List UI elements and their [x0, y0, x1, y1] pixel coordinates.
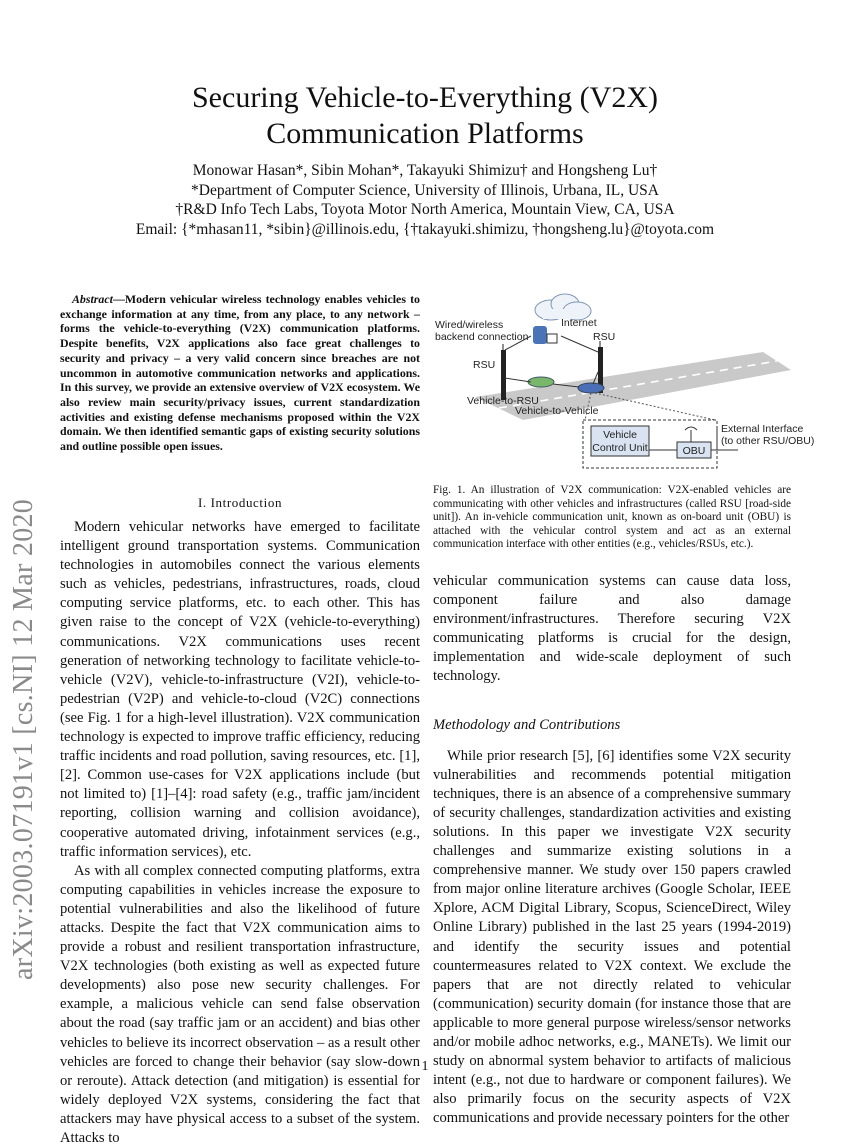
wired-label: Wired/wireless	[435, 319, 504, 331]
external-interface-label-2: (to other RSU/OBU)	[721, 435, 815, 447]
arxiv-identifier: arXiv:2003.07191v1 [cs.NI] 12 Mar 2020	[8, 498, 39, 980]
server-icon	[533, 326, 557, 344]
external-interface-label-1: External Interface	[721, 423, 804, 435]
internet-label: Internet	[561, 317, 597, 329]
figure-1-caption: Fig. 1. An illustration of V2X communication: V2X-enabled vehicles are communicating with other vehicles and infrastructures (called RSU [road-side unit]). An in-vehicle communication unit, known as on-board unit (OBU) is attached with the vehicular control system and act as an external communication interface with other entities (e.g., vehicles/RSUs, etc.).	[433, 484, 791, 551]
paper-title	[60, 80, 790, 152]
rsu-left-label: RSU	[473, 359, 496, 371]
author-names: Monowar Hasan*, Sibin Mohan*, Takayuki Shimizu† and Hongsheng Lu†	[192, 162, 658, 179]
affiliation-toyota: †R&D Info Tech Labs, Toyota Motor North America, Mountain View, CA, USA	[175, 201, 675, 218]
affiliation-uiuc: *Department of Computer Science, University of Illinois, Urbana, IL, USA	[191, 181, 659, 199]
abstract-text: —Modern vehicular wireless technology enables vehicles to exchange information at any time, from any place, to any network – forms the vehicle-to-everything (V2X) communication platforms. Despite benefits, V2X applications also face great challenges to security and privacy – a very valid concern since breaches are not uncommon in automotive communication networks and applications. In this survey, we provide an extensive overview of V2X ecosystem. We also review main security/privacy issues, current standardization activities and existing defense mechanisms proposed within the V2X domain. We then identified semantic gaps of existing security solutions and outline possible open issues.	[60, 292, 420, 454]
author-emails: Email: {*mhasan11, *sibin}@illinois.edu, {†takayuki.shimizu, †hongsheng.lu}@toyota.com	[135, 220, 715, 238]
author-block	[60, 161, 790, 239]
page-number: 1	[421, 1059, 429, 1074]
v2rsu-arrow	[505, 378, 531, 382]
abstract	[60, 292, 420, 466]
abstract-label: Abstract	[72, 292, 113, 306]
right-paragraph-1: vehicular communication systems can cause data loss, component failure and also damage environment/infrastructures. Therefore securing V2X communicating platforms is crucial for the design, implementation and wide-scale deployment of such technology.	[433, 573, 791, 685]
title-line-1: Securing Vehicle-to-Everything (V2X)	[192, 81, 658, 114]
vcu-label-2: Control Unit	[592, 442, 648, 454]
vcu-label-1: Vehicle	[603, 429, 637, 441]
obu-label: OBU	[682, 445, 706, 457]
v2rsu-label: Vehicle-to-RSU	[467, 395, 539, 407]
intro-paragraph-1: Modern vehicular networks have emerged to facilitate intelligent ground transportation systems. Communication technologies in automobiles connect the various elements such as vehicles, pedestrians, infrastructures, roads, cloud computing service platforms, etc. to each other. This has given raise to the concept of V2X (vehicle-to-everything) communications. V2X communications uses recent generation of networking technology to facilitate vehicle-to-vehicle (V2V), vehicle-to-infrastructure (V2I), vehicle-to-pedestrian (V2P) and vehicle-to-cloud (V2C) connections (see Fig. 1 for a high-level illustration). V2X communication technology is expected to improve traffic efficiency, reducing traffic incidents and road pollution, saving resources, etc. [1], [2]. Common use-cases for V2X applications include (but not limited to) [1]–[4]: road safety (e.g., traffic jam/incident reporting, collision warning and collision avoidance), cooperative automated driving, infotainment services (e.g., traffic information services), etc.	[60, 519, 420, 860]
v2x-illustration	[433, 292, 815, 472]
right-column	[433, 292, 815, 1128]
left-column	[60, 292, 420, 1148]
v2v-label: Vehicle-to-Vehicle	[515, 405, 599, 417]
rsu-left-tower-icon	[501, 344, 506, 400]
green-vehicle-icon	[528, 377, 554, 387]
figure-1	[433, 292, 815, 472]
right-paragraph-2: While prior research [5], [6] identifies some V2X security vulnerabilities and recommends potential mitigation techniques, there is an absence of a comprehensive summary of security challenges, standardization activities and existing solutions. In this paper we investigate V2X security challenges and summarize existing solutions in a comprehensive manner. We study over 150 papers crawled from major online literature archives (Google Scholar, IEEE Xplore, ACM Digital Library, Scopus, ScienceDirect, Wiley Online Library) published in the last 25 years (1994-2019) and identify the security issues and potential countermeasures related to V2X context. We exclude the papers that are not directly related to vehicular (communication) security domain (for instance those that are applicable to more general purpose wireless/sensor networks and/or mobile adhoc networks, e.g., MANETs). We limit our study on abnormal system behavior to artifacts of malicious intent (e.g., not due to hardware or component failures). We also primarily focus on the security aspects of V2X communications and provide necessary pointers for the other	[433, 747, 791, 1127]
intro-paragraph-2: As with all complex connected computing platforms, extra computing capabilities in vehicles increase the exposure to potential vulnerabilities and also the likelihood of future attacks. Despite the fact that V2X communication aims to provide a robust and resilient transportation infrastructure, V2X technologies (both existing as well as expected future developments) also pose new security challenges. For example, a malicious vehicle can send false observation about the road (say traffic jam or an accident) and bias other vehicles to believe its incorrect observation – as a result other vehicles are forced to change their behavior (say slow-down or reroute). Attack detection (and mitigation) is essential for widely deployed V2X systems, considering the fact that attackers may have physical access to a subset of the system. Attacks to	[60, 862, 420, 1146]
section-heading-introduction: I. Introduction	[197, 495, 283, 510]
subsection-heading-methodology: Methodology and Contributions	[433, 716, 621, 733]
rsu-right-label: RSU	[593, 331, 616, 343]
title-line-2: Communication Platforms	[266, 117, 584, 150]
antenna-icon	[685, 427, 697, 442]
backend-label: backend connection	[435, 331, 529, 343]
blue-vehicle-icon	[578, 383, 604, 393]
